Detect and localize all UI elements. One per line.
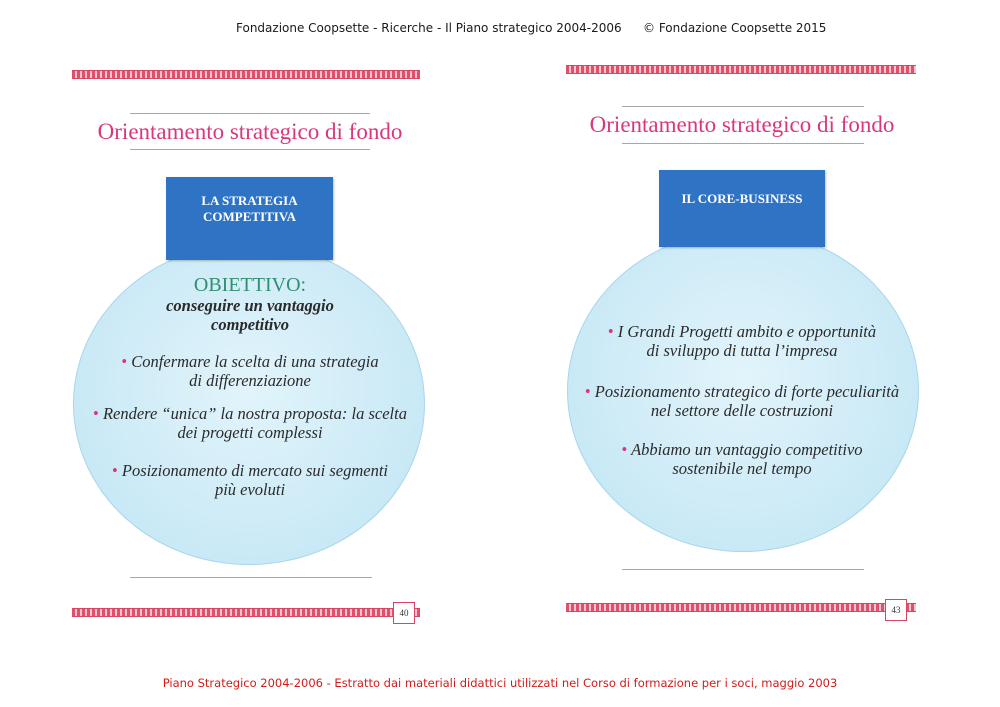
section-label-box xyxy=(166,177,333,260)
bullet-dot-icon: • xyxy=(607,322,614,341)
bullet-item: • Rendere “unica” la nostra proposta: la scelta dei progetti complessi xyxy=(93,404,407,442)
bullet-item: • Abbiamo un vantaggio competitivo sostenibile nel tempo xyxy=(621,440,863,478)
title-divider-top xyxy=(622,106,864,107)
page-number: 40 xyxy=(393,602,415,624)
bullet-dot-icon: • xyxy=(584,382,591,401)
slide-right xyxy=(562,0,922,707)
bullet-item: • Confermare la scelta di una strategia di differenziazione xyxy=(121,352,379,390)
bullet-item: • Posizionamento strategico di forte peculiarità nel settore delle costruzioni xyxy=(584,382,900,420)
slide-title: Orientamento strategico di fondo xyxy=(589,112,895,137)
section-label-line1: IL CORE-BUSINESS xyxy=(681,191,803,206)
section-label-line2: COMPETITIVA xyxy=(203,209,296,224)
title-divider-top xyxy=(130,113,370,114)
slide-bottom-divider xyxy=(622,569,864,570)
slide-bottom-border xyxy=(72,608,420,617)
section-label-box xyxy=(659,170,825,247)
header-copyright-text: © Fondazione Coopsette 2015 xyxy=(643,21,827,35)
section-label-line1: LA STRATEGIA xyxy=(201,193,298,208)
bullet-dot-icon: • xyxy=(121,352,128,371)
slide-bottom-border xyxy=(566,603,916,612)
objective-label: OBIETTIVO: xyxy=(193,274,307,296)
bullet-dot-icon: • xyxy=(621,440,628,459)
title-divider-bottom xyxy=(622,143,864,144)
bullet-item: • I Grandi Progetti ambito e opportunità di sviluppo di tutta l’impresa xyxy=(607,322,877,360)
slide-left xyxy=(70,0,430,707)
objective-text-line1: conseguire un vantaggio xyxy=(166,296,334,315)
header-left-text: Fondazione Coopsette - Ricerche - Il Piano strategico 2004-2006 xyxy=(236,21,622,35)
objective-text-line2: competitivo xyxy=(211,315,289,334)
bullet-dot-icon: • xyxy=(111,461,118,480)
slide-bottom-divider xyxy=(130,577,372,578)
title-divider-bottom xyxy=(130,149,370,150)
footer-caption: Piano Strategico 2004-2006 - Estratto dai materiali didattici utilizzati nel Corso di formazione per i soci, maggio 2003 xyxy=(162,676,838,690)
page-number: 43 xyxy=(885,599,907,621)
bullet-dot-icon: • xyxy=(93,404,99,423)
slide-title: Orientamento strategico di fondo xyxy=(97,119,403,144)
bullet-item: • Posizionamento di mercato sui segmenti più evoluti xyxy=(111,461,389,499)
